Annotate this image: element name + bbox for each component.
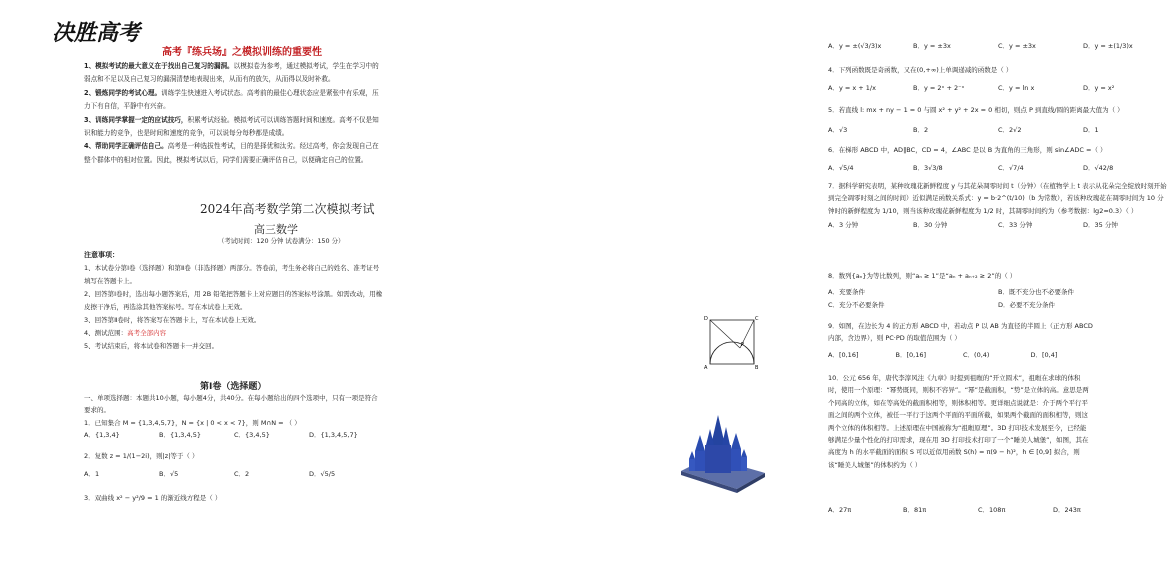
right-column bbox=[400, 0, 1167, 562]
option-d[interactable]: D．1 bbox=[1083, 126, 1099, 135]
question-options bbox=[828, 82, 1168, 94]
question-3-options bbox=[828, 40, 1168, 52]
option-d[interactable]: D．√5/5 bbox=[309, 470, 336, 478]
question-options bbox=[828, 299, 1168, 311]
question-stem: 5．若直线 l: mx + ny − 1 = 0 与圆 x² + y² + 2x = 0 相切，则点 P 到直线/圆的距离最大值为（ ） bbox=[828, 106, 1124, 114]
logo-text: 决胜高考 bbox=[52, 21, 141, 46]
notice-item: 4、测试范围：高考全部内容 bbox=[84, 329, 167, 337]
option-d[interactable]: D．[0,4] bbox=[1030, 350, 1058, 359]
option-c[interactable]: C．充分不必要条件 bbox=[828, 300, 885, 309]
notice-item: 2、回答第Ⅰ卷时，选出每小题答案后，用 2B 铅笔把答题卡上对应题目的答案标号涂黑。如需改动，用橡皮擦干净后，再选涂其他答案标号。写在本试卷上无效。 bbox=[84, 290, 383, 311]
question-stem: 1．已知集合 M = {1,3,4,5,7}，N = {x | 0 < x < 7}，则 M∩N = （ ） bbox=[84, 419, 301, 427]
option-b[interactable]: B．81π bbox=[903, 506, 927, 514]
question-9 bbox=[828, 320, 1098, 361]
exam-subtitle: 高三数学 bbox=[254, 223, 298, 236]
option-b[interactable]: B．30 分钟 bbox=[913, 221, 948, 230]
option-a[interactable]: A．3 分钟 bbox=[828, 221, 859, 230]
question-options bbox=[828, 504, 1128, 516]
option-d[interactable]: D．y = ±(1/3)x bbox=[1083, 42, 1133, 50]
option-d[interactable]: D．35 分钟 bbox=[1083, 221, 1118, 230]
question-10-options bbox=[828, 504, 1128, 516]
option-c[interactable]: C．y = ln x bbox=[998, 84, 1035, 93]
exam-meta: （考试时间：120 分钟 试卷满分：150 分） bbox=[218, 237, 345, 245]
question-7 bbox=[828, 180, 1168, 232]
tip-item: 3、训练同学掌握一定的应试技巧，积累考试经验。模拟考试可以训练答题时间和速度。高考不仅是知识和能力的竞争，也是时间和速度的竞争，可以说每分每秒都是成绩。 bbox=[84, 115, 379, 138]
question-stem: 10．公元 656 年，唐代李淳风注《九章》时提到祖暅的“开立圆术”，祖暅在求球的体积时，使用一个原理：“幂势既同，则积不容异”。“幂”是截面积，“势”是立体的高。意思是两个同高的立体，如在等高处的截面积相等，则体积相等。更详细点说就是：介于两个平行平面之间的两个立体，被任一平行于这两个平面的平面所截，如果两个截面的面积相等，则这两个立体的体积相等。上述原理在中国被称为“祖暅原理”。3D 打印技术发展至今，已经能够满足少量个性化的打印需求，现在用 3D 打印技术打印了一个“睡美人城堡”，如图，其在高度为 h 的水平截面的面积 S 可以近似用函数 S(h) = π(9 − h)²，h ∈ [0,9] 拟合，则该“睡美人城堡”的体积约为（ ） bbox=[828, 374, 1089, 469]
option-b[interactable]: B．y = 2ˣ + 2⁻ˣ bbox=[913, 84, 965, 93]
option-a[interactable]: A．√3 bbox=[828, 126, 848, 135]
section-title: 第Ⅰ卷（选择题） bbox=[200, 382, 267, 392]
brand-logo bbox=[50, 14, 140, 48]
tip-item: 1、模拟考试的最大意义在于找出自己复习的漏洞。以模拟卷为参考，通过模拟考试，学生在学习中的弱点和不足以及自己复习的漏洞清楚地表现出来，从而有的放矢，从而得以及时补救。 bbox=[84, 62, 379, 84]
square-semicircle-figure bbox=[704, 314, 760, 370]
option-d[interactable]: D．243π bbox=[1053, 506, 1081, 514]
option-b[interactable]: B．√5 bbox=[159, 470, 179, 478]
label-a: A bbox=[704, 365, 708, 371]
option-d[interactable]: D．{1,3,4,5,7} bbox=[309, 431, 358, 439]
header-title: 高考『练兵场』之模拟训练的重要性 bbox=[162, 47, 322, 58]
question-8 bbox=[828, 270, 1168, 311]
option-b[interactable]: B．[0,16] bbox=[895, 350, 927, 359]
option-b[interactable]: B．y = ±3x bbox=[913, 42, 951, 50]
notice-item: 3、回答第Ⅱ卷时，将答案写在答题卡上，写在本试卷上无效。 bbox=[84, 316, 261, 324]
label-d: D bbox=[704, 316, 708, 322]
option-c[interactable]: C．33 分钟 bbox=[998, 221, 1033, 230]
option-b[interactable]: B．既不充分也不必要条件 bbox=[998, 288, 1074, 297]
option-b[interactable]: B．2 bbox=[913, 126, 929, 135]
question-options bbox=[828, 286, 1168, 298]
exam-title: 2024年高考数学第二次模拟考试 bbox=[200, 202, 375, 216]
option-a[interactable]: A．[0,16] bbox=[828, 350, 859, 359]
question-2 bbox=[84, 450, 384, 480]
question-4 bbox=[828, 64, 1168, 95]
option-a[interactable]: A．{1,3,4} bbox=[84, 431, 120, 439]
question-stem: 9．如图，在边长为 4 的正方形 ABCD 中，若动点 P 以 AB 为直径的半圆上（正方形 ABCD 内部，含边界），则 PC·PD 的取值范围为（ ） bbox=[828, 322, 1093, 343]
question-stem: 2．复数 z = 1/(1−2i)，则|z|等于（ ） bbox=[84, 452, 199, 460]
question-5 bbox=[828, 104, 1168, 137]
question-stem: 3．双曲线 x² − y²/9 = 1 的渐近线方程是（ ） bbox=[84, 494, 222, 502]
question-3 bbox=[84, 492, 384, 504]
option-a[interactable]: A．27π bbox=[828, 506, 852, 514]
question-6 bbox=[828, 144, 1168, 175]
question-10 bbox=[828, 372, 1090, 471]
option-c[interactable]: C．2√2 bbox=[998, 126, 1022, 135]
option-a[interactable]: A．充要条件 bbox=[828, 288, 865, 297]
option-d[interactable]: D．√42/8 bbox=[1083, 164, 1114, 173]
option-a[interactable]: A．√5/4 bbox=[828, 164, 854, 173]
option-c[interactable]: C．2 bbox=[234, 470, 250, 478]
option-b[interactable]: B．{1,3,4,5} bbox=[159, 431, 201, 439]
option-b[interactable]: B．3√3/8 bbox=[913, 164, 943, 173]
option-c[interactable]: C．108π bbox=[978, 506, 1006, 514]
section-intro: 一、单项选择题：本题共10小题，每小题4分，共40分。在每小题给出的四个选项中，只有一项是符合要求的。 bbox=[84, 394, 378, 414]
tips-list bbox=[84, 60, 382, 167]
option-a[interactable]: A．y = x + 1/x bbox=[828, 84, 876, 93]
castle-3d-print-image bbox=[675, 405, 769, 493]
left-column bbox=[0, 0, 386, 562]
question-options bbox=[828, 349, 1098, 361]
question-1 bbox=[84, 417, 384, 441]
question-stem: 4．下列函数既是奇函数，又在(0,+∞)上单调递减的函数是（ ） bbox=[828, 66, 1013, 74]
tip-item: 2、锻炼同学的考试心理。训练学生快速进入考试状态。高考前的最佳心理状态应是紧张中有乐观，压力下有自信，平静中有兴奋。 bbox=[84, 88, 379, 111]
option-c[interactable]: C．y = ±3x bbox=[998, 42, 1036, 50]
label-b: B bbox=[755, 365, 759, 371]
scope-text: 高考全部内容 bbox=[127, 329, 167, 337]
option-d[interactable]: D．y = x² bbox=[1083, 84, 1115, 93]
option-c[interactable]: C．√7/4 bbox=[998, 164, 1024, 173]
question-options bbox=[828, 40, 1168, 52]
question-options bbox=[828, 219, 1168, 231]
question-options bbox=[828, 124, 1168, 136]
label-p: P bbox=[741, 342, 745, 348]
question-stem: 7．据科学研究表明，某种玫瑰花新鲜程度 y 与其花朵凋零时间 t（分钟）（在植物学上 t 表示从花朵完全绽放时刻开始到完全凋零时刻之间的时间）近似满足函数关系式：y = b·2^(t/10)（b 为常数），若该种玫瑰花在凋零时间为 10 分钟时的新鲜程度为 1/10，则当该种玫瑰花新鲜程度为 1/2 时，其凋零时间约为（参考数据：lg2≈0.3）（ ） bbox=[828, 182, 1167, 215]
notice-heading: 注意事项： bbox=[84, 251, 119, 259]
tip-item: 4、帮助同学正确评估自己。高考是一种选拔性考试，目的是择优和汰劣。经过高考，你会发现自己在整个群体中的相对位置。因此，模拟考试以后，同学们需要正确评估自己，以便确定自己的位置。 bbox=[84, 142, 379, 164]
option-a[interactable]: A．y = ±(√3/3)x bbox=[828, 42, 882, 50]
question-options bbox=[84, 429, 384, 441]
label-c: C bbox=[755, 316, 759, 322]
option-a[interactable]: A．1 bbox=[84, 470, 100, 478]
option-c[interactable]: C．(0,4) bbox=[963, 350, 990, 359]
notice-item: 5、考试结束后，将本试卷和答题卡一并交回。 bbox=[84, 342, 219, 350]
question-options bbox=[84, 468, 384, 480]
option-c[interactable]: C．{3,4,5} bbox=[234, 431, 270, 439]
question-options bbox=[828, 162, 1168, 174]
option-d[interactable]: D．必要不充分条件 bbox=[998, 300, 1056, 309]
notice-item: 1、本试卷分第Ⅰ卷（选择题）和第Ⅱ卷（非选择题）两部分。答卷前，考生务必将自己的姓名、准考证号填写在答题卡上。 bbox=[84, 264, 380, 285]
notice-list bbox=[84, 262, 384, 353]
question-stem: 8．数列{aₙ}为等比数列，则“aₙ ≥ 1”是“aₙ + aₙ₊₂ ≥ 2”的（ ） bbox=[828, 272, 1017, 280]
question-stem: 6．在梯形 ABCD 中，AD∥BC，CD = 4，∠ABC 是以 B 为直角的三角形，则 sin∠ADC =（ ） bbox=[828, 146, 1107, 154]
